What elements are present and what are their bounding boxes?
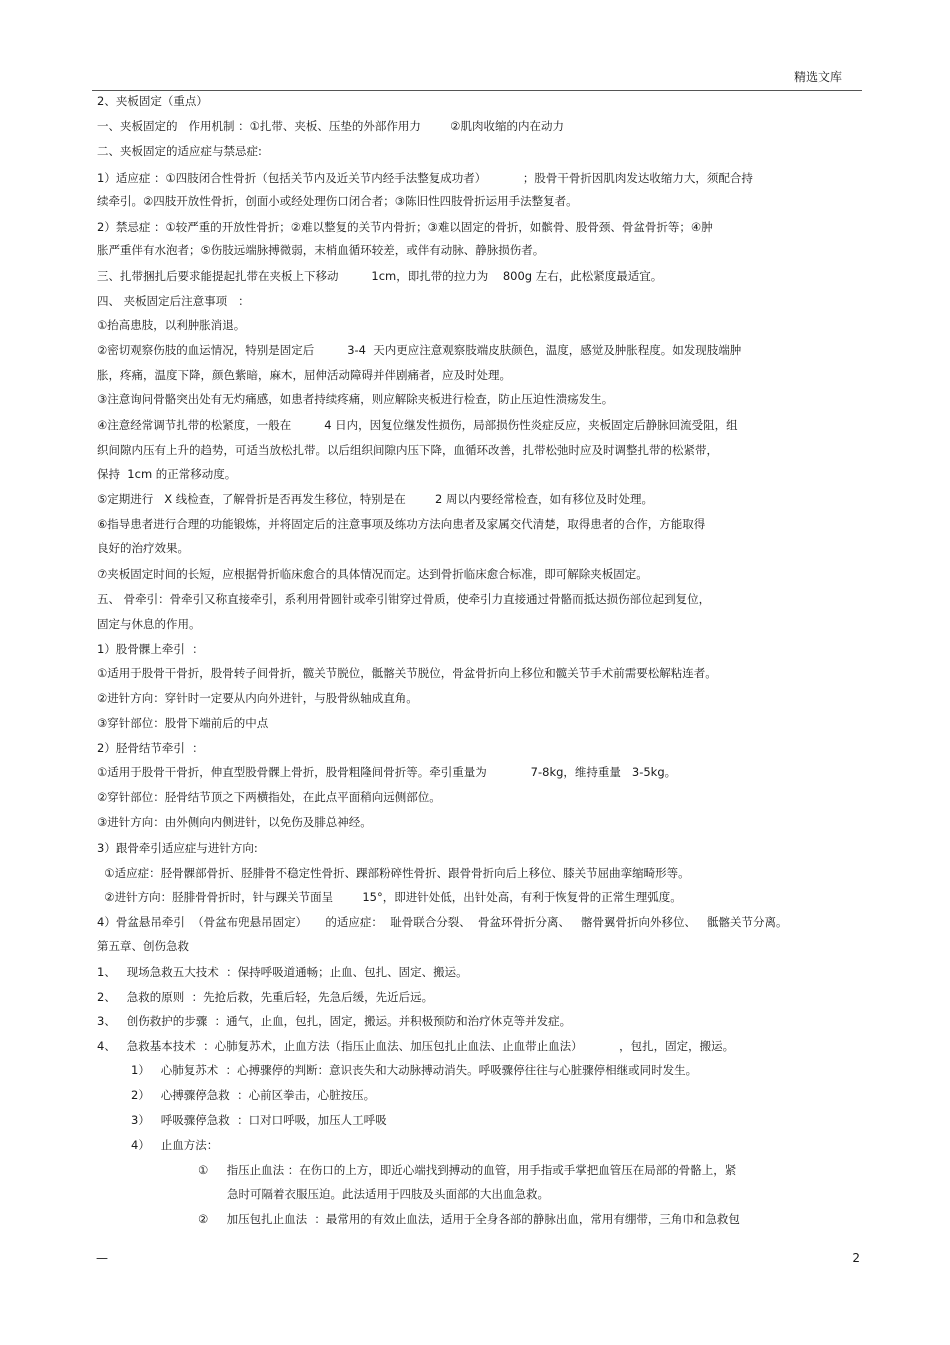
header-rule: [92, 90, 862, 91]
text-line: 一、夹板固定的 作用机制 ：①扎带、夹板、压垫的外部作用力 ②肌肉收缩的内在动力: [97, 119, 564, 133]
text-line: ④注意经常调节扎带的松紧度，一般在 4 日内，因复位继发性损伤，局部损伤性炎症反应，夹板固定后静脉回流受阻，组: [97, 418, 738, 432]
text-line: 3、 创伤救护的步骤 ：通气，止血，包扎，固定，搬运。并积极预防和治疗休克等并发症。: [97, 1014, 572, 1028]
text-line: ⑤定期进行 X 线检查，了解骨折是否再发生移位，特别是在 2 周以内要经常检查，如有移位及时处理。: [97, 492, 654, 506]
text-line: 1、 现场急救五大技术 ：保持呼吸道通畅；止血、包扎、固定、搬运。: [97, 965, 468, 979]
text-line: 四、 夹板固定后注意事项 ：: [97, 294, 250, 308]
text-line: 2） 心搏骤停急救 ：心前区拳击，心脏按压。: [131, 1088, 376, 1102]
text-line: ①抬高患肢，以利肿胀消退。: [97, 318, 246, 332]
text-line: 1） 心肺复苏术 ：心搏骤停的判断：意识丧失和大动脉搏动消失。呼吸骤停往往与心脏骤停相继或同时发生。: [131, 1063, 698, 1077]
text-line: ②密切观察伤肢的血运情况，特别是固定后 3-4 天内更应注意观察肢端皮肤颜色，温度，感觉及肿胀程度。如发现肢端肿: [97, 343, 742, 357]
text-line: 4、 急救基本技术 ：心肺复苏术，止血方法（指压止血法、加压包扎止血法、止血带止血法） ，包扎，固定，搬运。: [97, 1039, 735, 1053]
text-line: 胀严重伴有水泡者；⑤伤肢远端脉搏微弱，末梢血循环较差，或伴有动脉、静脉损伤者。: [97, 243, 545, 257]
text-line: 五、 骨牵引：骨牵引又称直接牵引，系利用骨圆针或牵引钳穿过骨质，使牵引力直接通过骨骼而抵达损伤部位起到复位，: [97, 592, 711, 606]
text-line: 1）适应症 ：①四肢闭合性骨折（包括关节内及近关节内经手法整复成功者） ；股骨干骨折因肌肉发达收缩力大，须配合持: [97, 171, 753, 185]
text-line: 1）股骨髁上牵引 ：: [97, 642, 204, 656]
text-line: 4） 止血方法：: [131, 1138, 219, 1152]
text-line: ②进针方向：胫腓骨骨折时，针与踝关节面呈 15°，即进针处低，出针处高，有利于恢复骨的正常生理弧度。: [97, 890, 682, 904]
text-line: ①适用于股骨干骨折，伸直型股骨髁上骨折，股骨粗隆间骨折等。牵引重量为 7-8kg，维持重量 3-5kg。: [97, 765, 677, 779]
text-line: 2）胫骨结节牵引 ：: [97, 741, 204, 755]
text-line: ①适应症：胫骨髁部骨折、胫腓骨不稳定性骨折、踝部粉碎性骨折、跟骨骨折向后上移位、膝关节屈曲挛缩畸形等。: [97, 866, 690, 880]
text-line: ②进针方向：穿针时一定要从内向外进针，与股骨纵轴成直角。: [97, 691, 418, 705]
text-line: ③注意询问骨骼突出处有无灼痛感，如患者持续疼痛，则应解除夹板进行检查，防止压迫性溃疡发生。: [97, 392, 614, 406]
text-line: ②穿针部位：胫骨结节顶之下两横指处，在此点平面稍向远侧部位。: [97, 790, 441, 804]
text-line: 续牵引。②四肢开放性骨折，创面小或经处理伤口闭合者；③陈旧性四肢骨折运用手法整复者。: [97, 194, 578, 208]
text-line: 织间隙内压有上升的趋势，可适当放松扎带。以后组织间隙内压下降，血循环改善，扎带松弛时应及时调整扎带的松紧带，: [97, 443, 718, 457]
text-line: ⑥指导患者进行合理的功能锻炼，并将固定后的注意事项及练功方法向患者及家属交代清楚，取得患者的合作，方能取得: [97, 517, 706, 531]
text-line: ③进针方向：由外侧向内侧进针，以免伤及腓总神经。: [97, 815, 372, 829]
text-line: 保持 1cm 的正常移动度。: [97, 467, 237, 481]
footer-dash: —: [96, 1251, 108, 1265]
text-line: ③穿针部位：股骨下端前后的中点: [97, 716, 269, 730]
text-line: ①适用于股骨干骨折，股骨转子间骨折，髋关节脱位，骶髂关节脱位，骨盆骨折向上移位和髋关节手术前需要松解粘连者。: [97, 666, 717, 680]
text-line: 3）跟骨牵引适应症与进针方向:: [97, 841, 258, 855]
text-line: 二、夹板固定的适应症与禁忌症:: [97, 144, 262, 158]
text-line: ① 指压止血法 ：在伤口的上方，即近心端找到搏动的血管，用手指或手掌把血管压在局部的骨骼上，紧: [198, 1163, 737, 1177]
header-label: 精选文库: [793, 70, 842, 84]
text-line: 3） 呼吸骤停急救 ：口对口呼吸，加压人工呼吸: [131, 1113, 387, 1127]
text-line: 2、夹板固定（重点）: [97, 94, 208, 108]
text-line: 胀，疼痛，温度下降，颜色紫暗，麻木，屈伸活动障碍并伴剧痛者，应及时处理。: [97, 368, 511, 382]
text-line: 2）禁忌症 ：①较严重的开放性骨折；②难以整复的关节内骨折；③难以固定的骨折，如髌骨、股骨颈、骨盆骨折等；④肿: [97, 220, 713, 234]
text-line: ⑦夹板固定时间的长短，应根据骨折临床愈合的具体情况而定。达到骨折临床愈合标准，即可解除夹板固定。: [97, 567, 648, 581]
text-line: 第五章、创伤急救: [97, 939, 189, 953]
text-line: 2、 急救的原则 ：先抢后救，先重后轻，先急后缓，先近后远。: [97, 990, 434, 1004]
text-line: 固定与休息的作用。: [97, 617, 201, 631]
text-line: ② 加压包扎止血法 ：最常用的有效止血法，适用于全身各部的静脉出血，常用有绷带，三角巾和急救包: [198, 1212, 740, 1226]
text-line: 急时可隔着衣服压迫。此法适用于四肢及头面部的大出血急救。: [227, 1187, 549, 1201]
page-number: 2: [852, 1251, 860, 1265]
text-line: 4）骨盆悬吊牵引 （骨盆布兜悬吊固定） 的适应症： 耻骨联合分裂、 骨盆环骨折分离、 髂骨翼骨折向外移位、 骶髂关节分离。: [97, 915, 788, 929]
text-line: 良好的治疗效果。: [97, 541, 189, 555]
text-line: 三、扎带捆扎后要求能提起扎带在夹板上下移动 1cm，即扎带的拉力为 800g 左右，此松紧度最适宜。: [97, 269, 663, 283]
